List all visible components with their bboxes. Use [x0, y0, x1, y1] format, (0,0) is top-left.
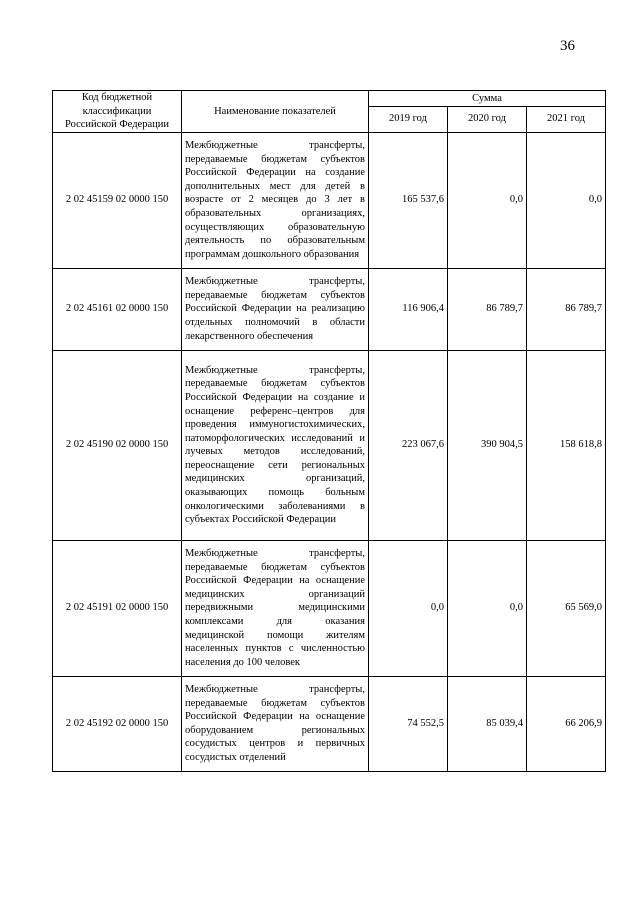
- row-value-2020: 390 904,5: [448, 350, 527, 540]
- row-value-2020: 0,0: [448, 540, 527, 676]
- row-code: 2 02 45161 02 0000 150: [53, 268, 182, 350]
- row-code: 2 02 45159 02 0000 150: [53, 132, 182, 268]
- row-value-2021: 0,0: [527, 132, 606, 268]
- header-year-2020: 2020 год: [448, 106, 527, 132]
- row-code: 2 02 45192 02 0000 150: [53, 676, 182, 771]
- row-value-2020: 85 039,4: [448, 676, 527, 771]
- header-sum: Сумма: [369, 91, 606, 107]
- row-value-2019: 116 906,4: [369, 268, 448, 350]
- row-value-2019: 74 552,5: [369, 676, 448, 771]
- row-name: Межбюджетные трансферты, передаваемые бюджетам субъектов Российской Федерации на создание и оснащение референс–центров для проведения иммуногистохимических, патоморфологических исследований и лучевых методов исследований, переоснащение сети региональных медицинских организаций, оказывающих помощь больным онкологическими заболеваниями в субъектах Российской Федерации: [182, 350, 369, 540]
- row-value-2020: 0,0: [448, 132, 527, 268]
- header-row: [53, 91, 606, 107]
- row-value-2021: 65 569,0: [527, 540, 606, 676]
- row-name: Межбюджетные трансферты, передаваемые бюджетам субъектов Российской Федерации на оснащение оборудованием региональных сосудистых центров и первичных сосудистых отделений: [182, 676, 369, 771]
- header-year-2019: 2019 год: [369, 106, 448, 132]
- header-year-2021: 2021 год: [527, 106, 606, 132]
- row-value-2019: 0,0: [369, 540, 448, 676]
- table-row: [53, 132, 606, 268]
- row-code: 2 02 45190 02 0000 150: [53, 350, 182, 540]
- header-code: Код бюджетной классификации Российской Федерации: [53, 91, 182, 133]
- table-row: [53, 350, 606, 540]
- row-value-2019: 165 537,6: [369, 132, 448, 268]
- row-name: Межбюджетные трансферты, передаваемые бюджетам субъектов Российской Федерации на создание дополнительных мест для детей в возрасте от 2 месяцев до 3 лет в образовательных организациях, осуществляющих образовательную деятельность по образовательным программам дошкольного образования: [182, 132, 369, 268]
- row-value-2020: 86 789,7: [448, 268, 527, 350]
- header-name: Наименование показателей: [182, 91, 369, 133]
- row-value-2019: 223 067,6: [369, 350, 448, 540]
- table-row: [53, 268, 606, 350]
- budget-table: [52, 90, 606, 772]
- row-value-2021: 66 206,9: [527, 676, 606, 771]
- table-row: [53, 540, 606, 676]
- row-value-2021: 86 789,7: [527, 268, 606, 350]
- row-code: 2 02 45191 02 0000 150: [53, 540, 182, 676]
- row-name: Межбюджетные трансферты, передаваемые бюджетам субъектов Российской Федерации на реализацию отдельных полномочий в области лекарственного обеспечения: [182, 268, 369, 350]
- row-value-2021: 158 618,8: [527, 350, 606, 540]
- page-number: 36: [560, 38, 575, 54]
- table-row: [53, 676, 606, 771]
- row-name: Межбюджетные трансферты, передаваемые бюджетам субъектов Российской Федерации на оснащение медицинских организаций передвижными медицинскими комплексами для оказания медицинской помощи жителям населенных пунктов с численностью населения до 100 человек: [182, 540, 369, 676]
